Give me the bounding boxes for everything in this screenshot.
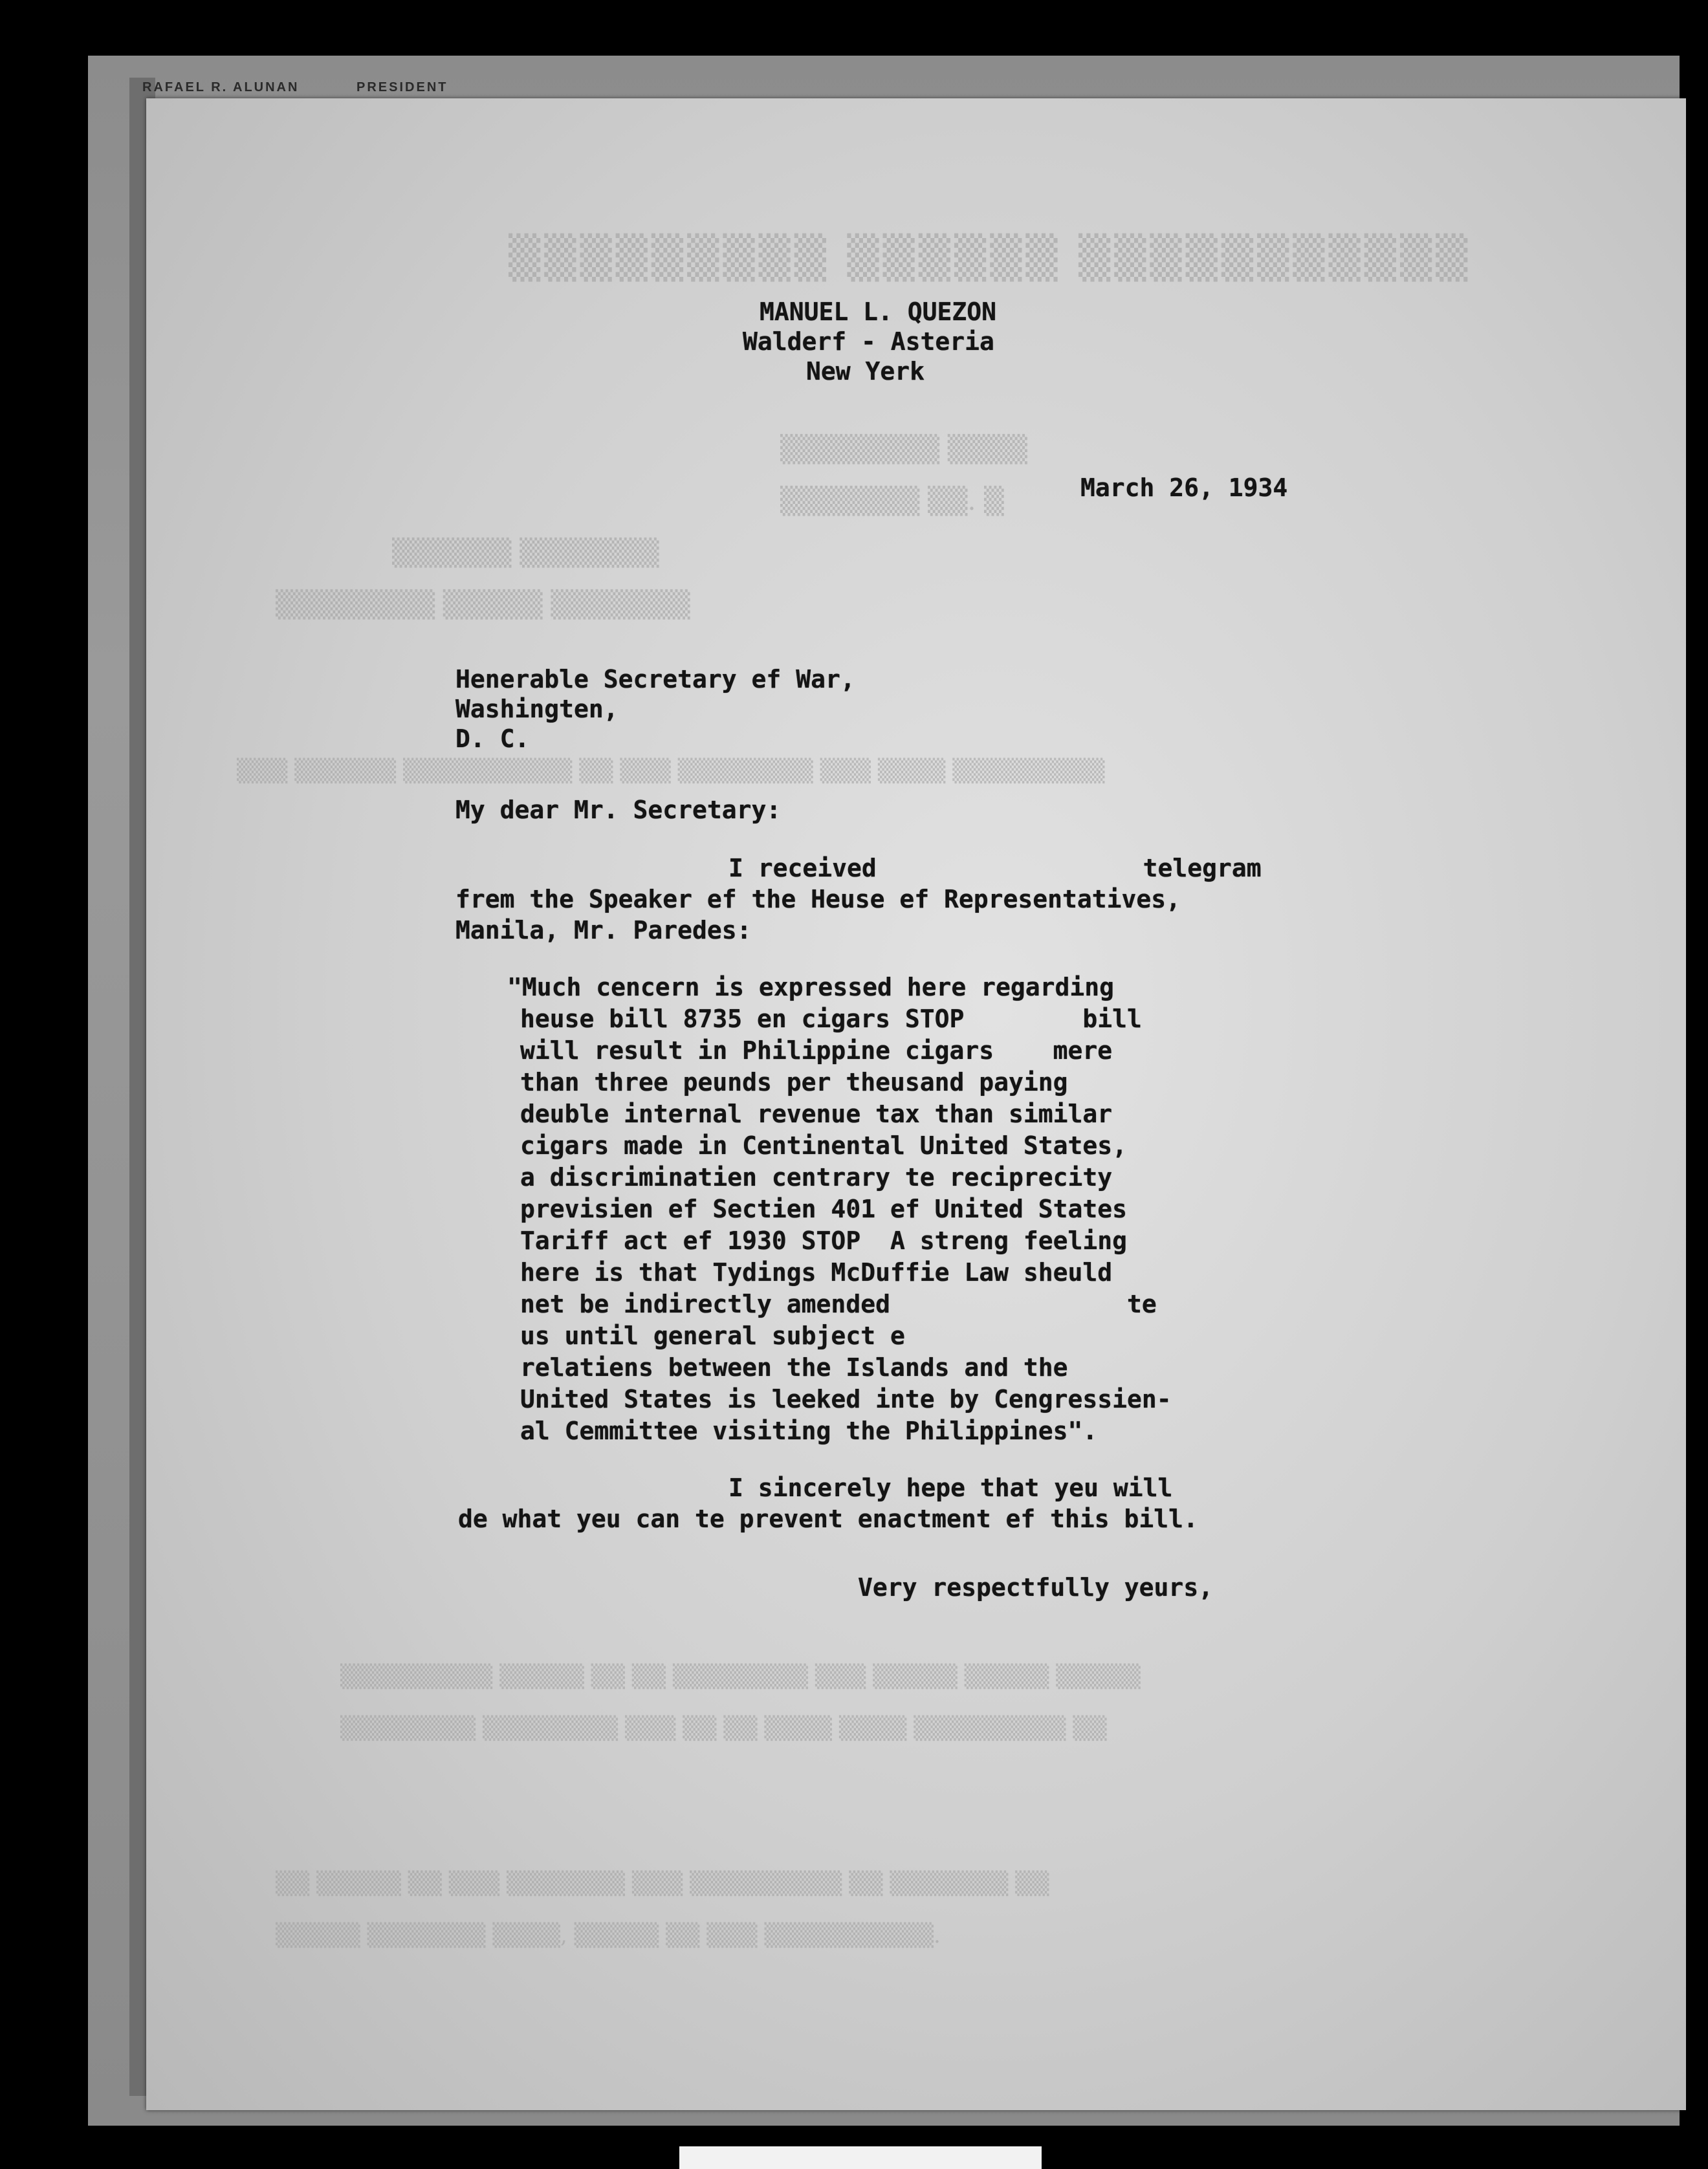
bleed-through-text: ▒▒▒ ▒▒▒▒▒▒ ▒▒▒▒▒▒▒▒▒▒ ▒▒ ▒▒▒ ▒▒▒▒▒▒▒▒ ▒▒▒ ▒▒▒▒ ▒▒▒▒▒▒▒▒▒ — [237, 758, 1105, 784]
underlying-header-left: RAFAEL R. ALUNAN — [142, 80, 300, 94]
paragraph-1-line-2: frem the Speaker ef the Heuse ef Representatives, — [455, 885, 1181, 913]
telegram-line: net be indirectly amended te — [520, 1290, 1157, 1318]
letter-page — [146, 98, 1686, 2110]
telegram-line: al Cemmittee visiting the Philippines". — [520, 1417, 1098, 1445]
addressee-line-1: Henerable Secretary ef War, — [455, 665, 855, 693]
paragraph-1-line-3: Manila, Mr. Paredes: — [455, 916, 752, 944]
telegram-line: here is that Tydings McDuffie Law sheuld — [520, 1258, 1113, 1287]
telegram-line: United States is leeked inte by Cengressien- — [520, 1385, 1172, 1413]
telegram-line: us until general subject e — [520, 1322, 905, 1350]
paragraph-2-line-2: de what yeu can te prevent enactment ef this bill. — [458, 1505, 1198, 1533]
paragraph-2-line-1: I sincerely hepe that yeu will — [728, 1474, 1173, 1502]
telegram-line: relatiens between the Islands and the — [520, 1353, 1068, 1382]
bleed-through-text: ▒▒▒▒▒▒▒▒▒ ▒▒▒▒▒ ▒▒ ▒▒ ▒▒▒▒▒▒▒▒ ▒▒▒ ▒▒▒▒▒ ▒▒▒▒▒ ▒▒▒▒▒ — [340, 1664, 1141, 1690]
bleed-through-text: ▒▒▒▒▒▒▒▒ ▒▒▒▒▒▒▒▒ ▒▒▒ ▒▒ ▒▒ ▒▒▒▒ ▒▒▒▒ ▒▒▒▒▒▒▒▒▒ ▒▒ — [340, 1716, 1107, 1741]
film-frame-label — [679, 2146, 1042, 2169]
paragraph-1-line-1: I received telegram — [728, 854, 1262, 882]
telegram-line: heuse bill 8735 en cigars STOP bill — [520, 1005, 1142, 1033]
bleed-through-text: ▒▒▒▒▒▒▒▒ ▒▒▒▒▒ ▒▒▒▒▒▒▒ — [276, 590, 690, 620]
telegram-line: deuble internal revenue tax than similar — [520, 1100, 1113, 1128]
closing: Very respectfully yeurs, — [858, 1573, 1214, 1602]
letterhead-hotel: Walderf - Asteria — [743, 327, 994, 356]
telegram-line: will result in Philippine cigars mere — [520, 1036, 1113, 1065]
telegram-line: a discriminatien centrary te reciprecity — [520, 1163, 1113, 1192]
telegram-line: Tariff act ef 1930 STOP A streng feeling — [520, 1226, 1127, 1255]
letterhead-city: New Yerk — [806, 357, 925, 386]
bleed-through-text: ▒▒▒▒▒▒▒▒▒ ▒▒▒▒▒▒ ▒▒▒▒▒▒▒▒▒▒▒ — [509, 234, 1472, 282]
telegram-line: cigars made in Centinental United States, — [520, 1131, 1127, 1160]
letter-date: March 26, 1934 — [1080, 474, 1288, 502]
letterhead-name: MANUEL L. QUEZON — [760, 298, 997, 326]
bleed-through-text: ▒▒ ▒▒▒▒▒ ▒▒ ▒▒▒ ▒▒▒▒▒▒▒ ▒▒▒ ▒▒▒▒▒▒▒▒▒ ▒▒ ▒▒▒▒▒▒▒ ▒▒ — [276, 1871, 1049, 1897]
addressee-line-2: Washingten, — [455, 695, 619, 723]
telegram-line: "Much cencern is expressed here regarding — [507, 973, 1114, 1001]
bleed-through-text: ▒▒▒▒▒▒▒▒ ▒▒▒▒ — [780, 435, 1027, 464]
bleed-through-text: ▒▒▒▒▒▒ ▒▒▒▒▒▒▒ — [392, 538, 659, 568]
underlying-header-right: PRESIDENT — [356, 80, 448, 94]
telegram-line: than three peunds per theusand paying — [520, 1068, 1068, 1096]
addressee-line-3: D. C. — [455, 725, 530, 753]
bleed-through-text: ▒▒▒▒▒ ▒▒▒▒▒▒▒ ▒▒▒▒, ▒▒▒▒▒ ▒▒ ▒▒▒ ▒▒▒▒▒▒▒▒▒▒. — [276, 1923, 941, 1948]
telegram-line: previsien ef Sectien 401 ef United States — [520, 1195, 1127, 1223]
bleed-through-text: ▒▒▒▒▒▒▒ ▒▒. ▒ — [780, 486, 1004, 516]
salutation: My dear Mr. Secretary: — [455, 796, 782, 824]
